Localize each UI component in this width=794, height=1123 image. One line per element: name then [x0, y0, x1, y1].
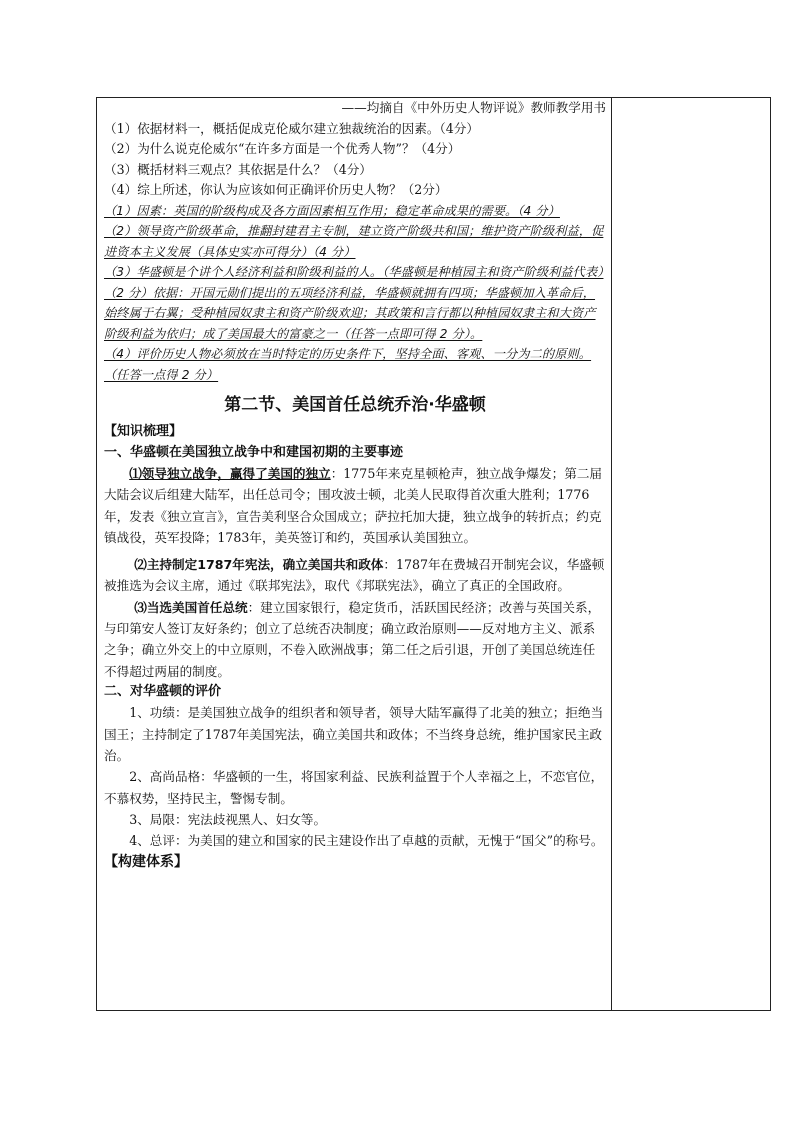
paragraph-2-lead: ⑵主持制定1787年宪法，确立美国共和政体	[134, 557, 384, 573]
evaluation-1: 1、功绩：是美国独立战争的组织者和领导者，领导大陆军赢得了北美的独立；拒绝当国王；主持制定了1787年美国宪法，确立美国共和政体；不当终身总统，维护国家民主政治。	[104, 705, 604, 764]
question-2: （2）为什么说克伦威尔“在许多方面是一个优秀人物”？（4分）	[104, 141, 461, 156]
part1-heading: 一、华盛顿在美国独立战争中和建国初期的主要事迹	[104, 444, 404, 460]
column-divider	[611, 97, 612, 1011]
paragraph-3	[104, 597, 606, 682]
question-4: （4）综上所述，你认为应该如何正确评价历史人物？（2分）	[104, 182, 448, 197]
question-1: （1）依据材料一，概括促成克伦威尔建立独裁统治的因素。（4分）	[104, 120, 479, 136]
answer-2: （2）领导资产阶级革命，推翻封建君主专制，建立资产阶级共和国；维护资产阶级利益，促进资本主义发展（具体史实亦可得分）（4 分）	[104, 224, 604, 259]
paragraph-1-lead: ⑴领导独立战争，赢得了美国的独立	[129, 466, 331, 481]
evaluation-3: 3、局限：宪法歧视黑人、妇女等。	[129, 811, 327, 827]
answer-1: （1）因素：英国的阶级构成及各方面因素相互作用；稳定革命成果的需要。（4 分）	[104, 203, 560, 218]
answer-4: （4）评价历史人物必须放在当时特定的历史条件下，坚持全面、客观、一分为二的原则。（任答一点得 2 分）	[104, 347, 592, 382]
part2-heading: 二、对华盛顿的评价	[104, 683, 222, 699]
question-3: （3）概括材料三观点？其依据是什么？（4分）	[104, 161, 372, 177]
evaluation-4: 4、总评：为美国的建立和国家的民主建设作出了卓越的贡献，无愧于“国父”的称号。	[129, 833, 604, 849]
source-citation: ——均摘自《中外历史人物评说》教师教学用书	[341, 100, 606, 115]
section-title: 第二节、美国首任总统乔治·华盛顿	[224, 395, 486, 415]
paragraph-2-text: ：1787年在费城召开制宪会议，华盛顿被推选为会议主席，通过《联邦宪法》，取代《邦联宪法》，确立了真正的全国政府。	[104, 557, 605, 594]
paragraph-3-lead: ⑶当选美国首任总统	[134, 599, 248, 615]
knowledge-heading: 【知识梳理】	[104, 424, 183, 439]
paragraph-1-text: ：1775年来克星顿枪声，独立战争爆发；第二届大陆会议后组建大陆军，出任总司令；围攻波士顿，北美人民取得首次重大胜利；1776年，发表《独立宣言》，宣告美利坚合众国成立；萨拉托加大捷，独立战争的转折点；约克镇战役，英军投降；1783年，美英签订和约，英国承认美国独立。	[104, 466, 603, 545]
paragraph-2	[104, 554, 606, 597]
answer-3: （3）华盛顿是个讲个人经济利益和阶级利益的人。（华盛顿是种植园主和资产阶级利益代表）（2 分）依据：开国元勋们提出的五项经济利益，华盛顿就拥有四项；华盛顿加入革命后，始终属于右翼；受种植园奴隶主和资产阶级欢迎；其政策和言行都以种植园奴隶主和大资产阶级利益为依归；成了美国最大的富豪之一（任答一点即可得 2 分）。	[104, 265, 604, 341]
paragraph-1	[104, 463, 606, 548]
build-heading: 【构建体系】	[104, 853, 188, 870]
evaluation-2: 2、高尚品格：华盛顿的一生，将国家利益、民族利益置于个人幸福之上，不恋官位，不慕权势，坚持民主，警惕专制。	[104, 769, 604, 806]
main-content-cell	[104, 98, 606, 872]
paragraph-3-text: ：建立国家银行，稳定货币，活跃国民经济；改善与英国关系，与印第安人签订友好条约；创立了总统否决制度；确立政治原则——反对地方主义、派系之争；确立外交上的中立原则，不卷入欧洲战事；第二任之后引退，开创了美国总统连任不得超过两届的制度。	[104, 599, 601, 679]
